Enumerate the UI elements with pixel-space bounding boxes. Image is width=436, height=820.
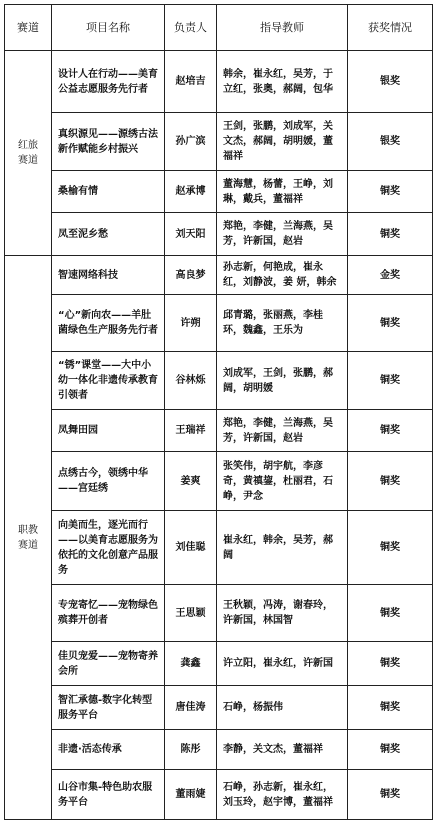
award: 铜奖 [348, 410, 433, 452]
header-leader: 负责人 [165, 5, 217, 51]
leader-name: 赵承博 [165, 171, 217, 213]
leader-name: 孙广滨 [165, 113, 217, 171]
project-name: 向美而生，逐光而行——以美育志愿服务为依托的文化创意产品服务 [52, 511, 165, 585]
advisors: 刘成军，王剑，张鹏，郝阔，胡明媛 [217, 352, 348, 410]
award: 铜奖 [348, 295, 433, 352]
table-row [5, 295, 433, 352]
project-name: “心”新向农——羊肚菌绿色生产服务先行者 [52, 295, 165, 352]
project-name: 点绣古今，领绣中华——宫廷绣 [52, 452, 165, 511]
advisors: 石峥，杨振伟 [217, 686, 348, 730]
leader-name: 唐佳涛 [165, 686, 217, 730]
award: 金奖 [348, 256, 433, 295]
project-name: 智速网络科技 [52, 256, 165, 295]
award: 银奖 [348, 51, 433, 113]
leader-name: 王瑞祥 [165, 410, 217, 452]
award: 铜奖 [348, 730, 433, 770]
header-award: 获奖情况 [348, 5, 433, 51]
leader-name: 龚鑫 [165, 642, 217, 686]
advisors: 王剑，张鹏，刘成军，关文杰，郝阔，胡明媛，董福祥 [217, 113, 348, 171]
advisors: 邱青璐，张丽燕，李桂环，魏鑫，王乐为 [217, 295, 348, 352]
award: 铜奖 [348, 642, 433, 686]
award: 铜奖 [348, 686, 433, 730]
project-name: 桑榆有情 [52, 171, 165, 213]
header-category: 赛道 [5, 5, 52, 51]
advisors: 李静，关文杰，董福祥 [217, 730, 348, 770]
advisors: 石峥，孙志新，崔永红，刘玉玲，赵宇博，董福祥 [217, 770, 348, 820]
project-name: 凤至泥乡愁 [52, 213, 165, 256]
advisors: 韩余，崔永红，吴芳，于立红，张奥，郝阔，包华 [217, 51, 348, 113]
table-row [5, 410, 433, 452]
leader-name: 赵培吉 [165, 51, 217, 113]
leader-name: 高良梦 [165, 256, 217, 295]
award: 铜奖 [348, 171, 433, 213]
leader-name: 陈彤 [165, 730, 217, 770]
project-name: 山谷市集-特色助农服务平台 [52, 770, 165, 820]
leader-name: 王思颖 [165, 585, 217, 642]
award: 铜奖 [348, 511, 433, 585]
advisors: 崔永红，韩余，吴芳，郝阔 [217, 511, 348, 585]
table-row [5, 452, 433, 511]
project-name: 智汇承德-数字化转型服务平台 [52, 686, 165, 730]
header-advisors: 指导教师 [217, 5, 348, 51]
awards-table [4, 4, 433, 820]
table-row [5, 511, 433, 585]
header-row [5, 5, 433, 51]
project-name: 非遗·活态传承 [52, 730, 165, 770]
award: 银奖 [348, 113, 433, 171]
project-name: 专宠寄忆——宠物绿色殡葬开创者 [52, 585, 165, 642]
project-name: 设计人在行动——美育公益志愿服务先行者 [52, 51, 165, 113]
advisors: 孙志新，何艳成，崔永红，刘静波，姜 妍，韩余 [217, 256, 348, 295]
award: 铜奖 [348, 352, 433, 410]
award: 铜奖 [348, 770, 433, 820]
leader-name: 刘佳聪 [165, 511, 217, 585]
award: 铜奖 [348, 213, 433, 256]
award: 铜奖 [348, 585, 433, 642]
project-name: 佳贝宠爱——宠物寄养会所 [52, 642, 165, 686]
leader-name: 董雨婕 [165, 770, 217, 820]
category-red: 红旅 赛道 [5, 51, 52, 256]
project-name: 凤舞田园 [52, 410, 165, 452]
table-row [5, 585, 433, 642]
table-row [5, 113, 433, 171]
table-row [5, 213, 433, 256]
advisors: 许立阳，崔永红，许新国 [217, 642, 348, 686]
advisors: 郑艳，李健，兰海燕，吴芳，许新国，赵岩 [217, 410, 348, 452]
table-row [5, 256, 433, 295]
advisors: 王秋颖，冯涛，谢春玲，许新国，林国智 [217, 585, 348, 642]
table-row [5, 686, 433, 730]
category-vocational: 职教 赛道 [5, 256, 52, 820]
project-name: 真织源见——源绣古法新作赋能乡村振兴 [52, 113, 165, 171]
table-row [5, 352, 433, 410]
project-name: “锈”课堂——大中小幼一体化非遗传承教育引领者 [52, 352, 165, 410]
leader-name: 谷林烁 [165, 352, 217, 410]
leader-name: 姜爽 [165, 452, 217, 511]
advisors: 郑艳，李健，兰海燕，吴芳，许新国，赵岩 [217, 213, 348, 256]
table-row [5, 730, 433, 770]
table-row [5, 171, 433, 213]
advisors: 张笑伟，胡宇航，李彦奇，黄禛鋆，杜丽君，石峥，尹念 [217, 452, 348, 511]
table-row [5, 770, 433, 820]
advisors: 董海慧，杨蕾，王峥，刘琳，戴兵，董福祥 [217, 171, 348, 213]
table-row [5, 642, 433, 686]
table-row [5, 51, 433, 113]
header-project: 项目名称 [52, 5, 165, 51]
leader-name: 许朔 [165, 295, 217, 352]
award: 铜奖 [348, 452, 433, 511]
leader-name: 刘天阳 [165, 213, 217, 256]
